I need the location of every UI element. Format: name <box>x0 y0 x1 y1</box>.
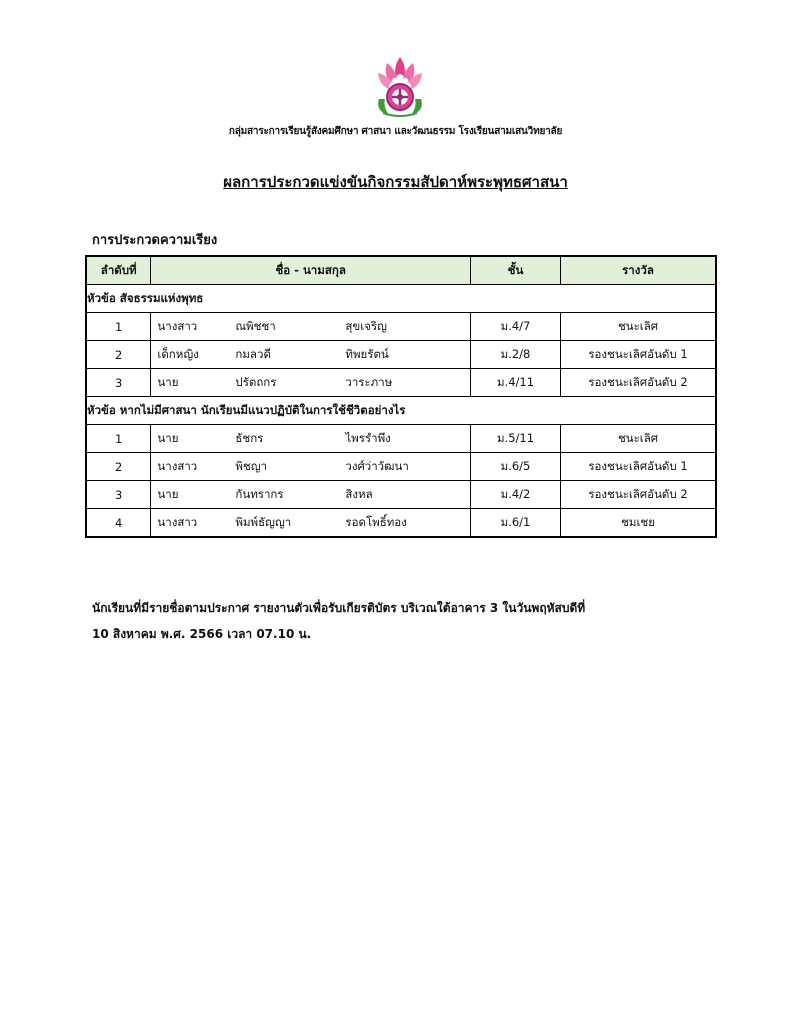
first-name: ธัชกร <box>235 430 264 445</box>
header-no: ลำดับที่ <box>86 256 151 285</box>
organization-line: กลุ่มสาระการเรียนรู้สังคมศึกษา ศาสนา และวัฒนธรรม โรงเรียนสามเสนวิทยาลัย <box>228 126 563 137</box>
row-name <box>151 509 471 538</box>
row-no: 2 <box>86 341 151 369</box>
table-row <box>86 341 716 369</box>
first-name: ปรัตถกร <box>235 374 277 389</box>
table-row <box>86 453 716 481</box>
name-prefix: นาย <box>157 430 179 445</box>
page-title: ผลการประกวดแข่งขันกิจกรรมสัปดาห์พระพุทธศาสนา <box>223 173 568 191</box>
contest-name: การประกวดความเรียง <box>92 233 218 248</box>
row-no: 1 <box>86 313 151 341</box>
note-line-2: 10 สิงหาคม พ.ศ. 2566 เวลา 07.10 น. <box>92 627 312 641</box>
row-grade: ม.4/7 <box>470 313 560 341</box>
row-grade: ม.2/8 <box>470 341 560 369</box>
row-grade: ม.4/2 <box>470 481 560 509</box>
header-name: ชื่อ - นามสกุล <box>151 256 471 285</box>
row-name <box>151 313 471 341</box>
name-prefix: นางสาว <box>157 514 198 529</box>
row-no: 2 <box>86 453 151 481</box>
row-name <box>151 481 471 509</box>
table-row <box>86 425 716 453</box>
row-name <box>151 425 471 453</box>
row-grade: ม.4/11 <box>470 369 560 397</box>
first-name: พิชญา <box>235 458 268 473</box>
row-grade: ม.6/5 <box>470 453 560 481</box>
row-name <box>151 369 471 397</box>
results-table <box>85 255 717 538</box>
note-line-1: นักเรียนที่มีรายชื่อตามประกาศ รายงานตัวเพื่อรับเกียรติบัตร บริเวณใต้อาคาร 3 ในวันพฤหัสบดีที่ <box>92 601 586 615</box>
table-row <box>86 369 716 397</box>
row-award: รองชนะเลิศอันดับ 2 <box>561 369 716 397</box>
table-row <box>86 313 716 341</box>
topic-label: หัวข้อ สัจธรรมแห่งพุทธ <box>86 285 716 313</box>
row-no: 3 <box>86 481 151 509</box>
last-name: ไพรรำพึง <box>345 430 391 445</box>
last-name: สิงหล <box>345 486 373 501</box>
last-name: สุขเจริญ <box>345 318 387 333</box>
first-name: พิมพ์ธัญญา <box>235 514 292 529</box>
name-prefix: นาย <box>157 486 179 501</box>
row-grade: ม.6/1 <box>470 509 560 538</box>
table-row <box>86 509 716 538</box>
row-no: 3 <box>86 369 151 397</box>
row-grade: ม.5/11 <box>470 425 560 453</box>
row-award: ชนะเลิศ <box>561 425 716 453</box>
row-name <box>151 341 471 369</box>
name-prefix: นางสาว <box>157 458 198 473</box>
topic-row <box>86 397 716 425</box>
row-award: รองชนะเลิศอันดับ 2 <box>561 481 716 509</box>
last-name: ทิพยรัตน์ <box>345 346 389 361</box>
first-name: ณพิชชา <box>235 318 276 333</box>
topic-label: หัวข้อ หากไม่มีศาสนา นักเรียนมีแนวปฏิบัติในการใช้ชีวิตอย่างไร <box>86 397 716 425</box>
name-prefix: นางสาว <box>157 318 198 333</box>
table-header-row <box>86 256 716 285</box>
table-row <box>86 481 716 509</box>
first-name: กันทรากร <box>235 486 284 501</box>
row-no: 4 <box>86 509 151 538</box>
school-logo <box>369 55 431 119</box>
name-prefix: นาย <box>157 374 179 389</box>
row-award: รองชนะเลิศอันดับ 1 <box>561 341 716 369</box>
row-name <box>151 453 471 481</box>
header-award: รางวัล <box>561 256 716 285</box>
header-grade: ชั้น <box>470 256 560 285</box>
row-no: 1 <box>86 425 151 453</box>
topic-row <box>86 285 716 313</box>
announcement-note <box>92 595 732 647</box>
last-name: รอดโพธิ์ทอง <box>345 514 407 529</box>
row-award: ชมเชย <box>561 509 716 538</box>
row-award: ชนะเลิศ <box>561 313 716 341</box>
row-award: รองชนะเลิศอันดับ 1 <box>561 453 716 481</box>
name-prefix: เด็กหญิง <box>157 346 199 361</box>
last-name: วาระภาษ <box>345 374 393 389</box>
first-name: กมลวดี <box>235 346 271 361</box>
last-name: วงศ์ว่าวัฒนา <box>345 458 409 473</box>
